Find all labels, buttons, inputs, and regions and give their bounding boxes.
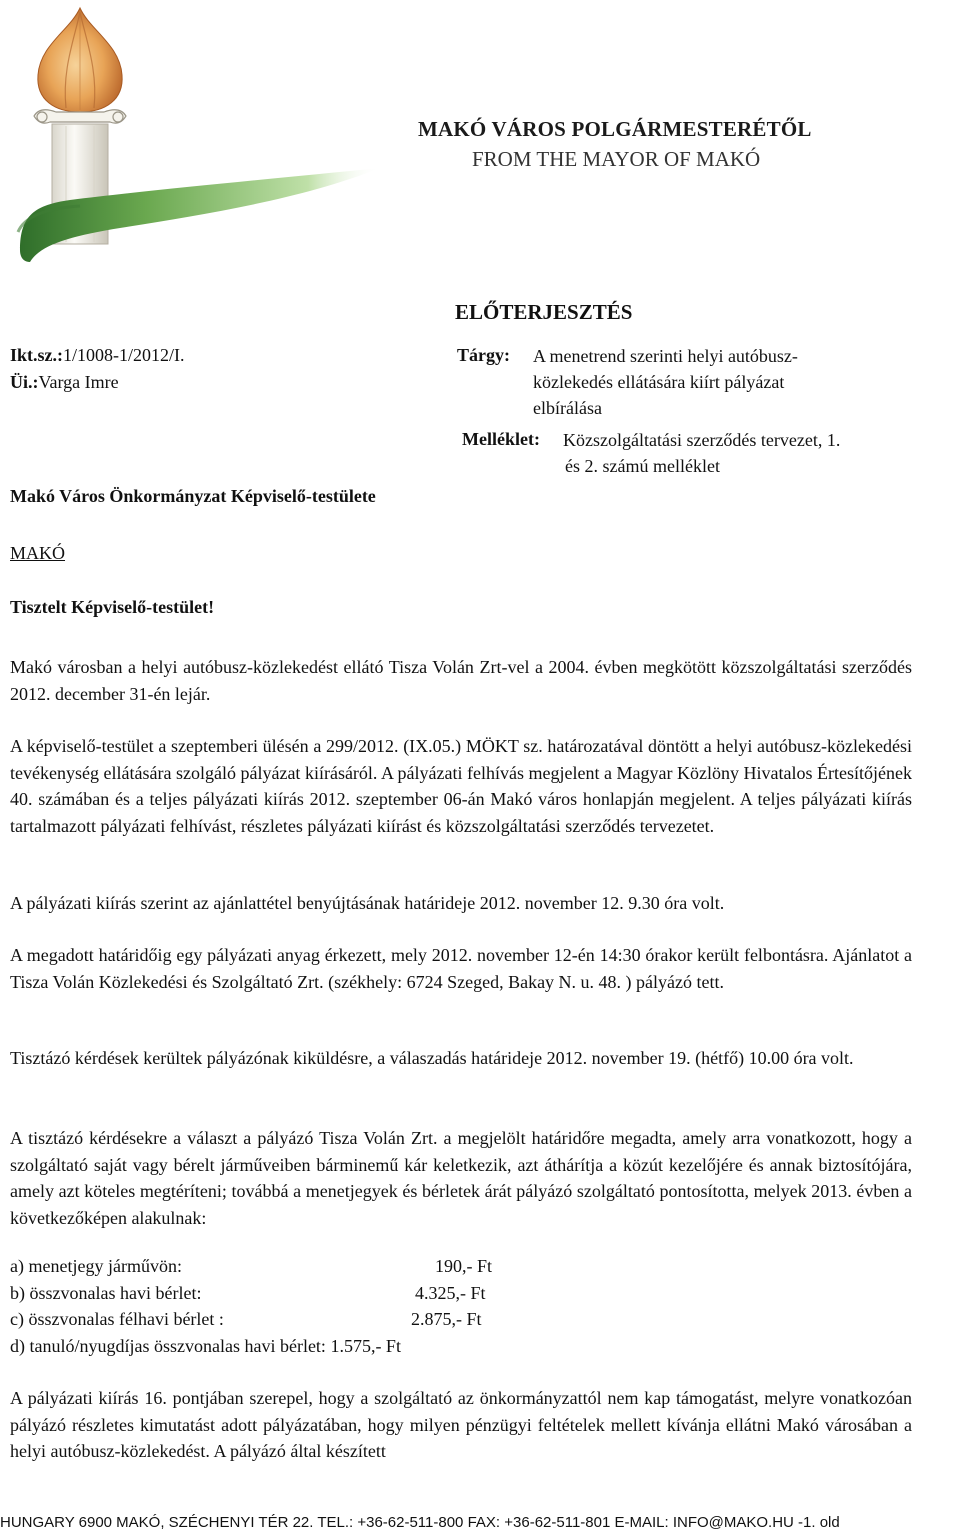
- header-title-hu: MAKÓ VÁROS POLGÁRMESTERÉTŐL: [418, 117, 812, 141]
- reference-number: [10, 345, 185, 366]
- price-value: 190,- Ft: [435, 1256, 493, 1276]
- subject-line: elbírálása: [533, 398, 602, 418]
- price-label: d) tanuló/nyugdíjas összvonalas havi bérlet:: [10, 1336, 326, 1356]
- price-row: [10, 1283, 201, 1304]
- attachment-line-2: és 2. számú melléklet: [565, 456, 720, 476]
- paragraph-tender-announcement: A képviselő-testület a szeptemberi ülésén a 299/2012. (IX.05.) MÖKT sz. határozatával döntött a helyi autóbusz-közlekedési tevékenység ellátására szolgáló pályázat kiírásáról. A pályázati felhívás megjelent a Magyar Közlöny Hivatalos Értesítőjének 40. számában és a teljes pályázati kiírás 2012. szeptember 06-án Makó város honlapján megjelent. A teljes pályázati kiírás tartalmazott pályázati felhívást, részletes pályázati kiírást és közszolgáltatási szerződés tervezetet.: [10, 736, 912, 836]
- subject-label: Tárgy:: [457, 345, 510, 365]
- price-row: [10, 1256, 182, 1277]
- paragraph-response: A tisztázó kérdésekre a választ a pályázó Tisza Volán Zrt. a megjelölt határidőre megadta, amely arra vonatkozott, hogy a szolgáltató saját vagy bérelt járműveiben bárminemű kár keletkezik, azt áthárítja a közút kezelőjére és annak biztosítójára, amely azt köteles megtéríteni; továbbá a menetjegyek és bérletek árát pályázó szolgáltató pontosította, melyek 2013. évben a következőképen alakulnak:: [10, 1128, 912, 1228]
- subject-text: [533, 343, 798, 421]
- header-title-en: FROM THE MAYOR OF MAKÓ: [472, 147, 761, 171]
- addressee-council: Makó Város Önkormányzat Képviselő-testülete: [10, 486, 376, 506]
- paragraph-bid-opening: A megadott határidőig egy pályázati anyag érkezett, mely 2012. november 12-én 14:30 órakor került felbontásra. Ajánlatot a Tisza Volán Közlekedési és Szolgáltató Zrt. (székhely: 6724 Szeged, Bakay N. u. 48. ) pályázó tett.: [10, 945, 912, 992]
- attachment-label: Melléklet:: [462, 429, 540, 449]
- subject-line: közlekedés ellátására kiírt pályázat: [533, 372, 785, 392]
- footer-contact: HUNGARY 6900 MAKÓ, SZÉCHENYI TÉR 22. TEL.: +36-62-511-800 FAX: +36-62-511-801 E-MAIL: INFO@MAKO.HU -1. old: [0, 1514, 840, 1531]
- price-row: [10, 1309, 224, 1330]
- paragraph-no-subsidy: A pályázati kiírás 16. pontjában szerepel, hogy a szolgáltató az önkormányzattól nem kap támogatást, melyre vonatkozóan pályázó részletes kimutatást adott pályázatában, hogy milyen pénzügyi feltételek mellett kívánja ellátni Makó városában a helyi autóbusz-közlekedést. A pályázó által készített: [10, 1388, 912, 1461]
- onion-column-logo-icon: [0, 0, 390, 270]
- addressee-city: MAKÓ: [10, 543, 66, 563]
- attachment-line-1: Közszolgáltatási szerződés tervezet, 1.: [563, 430, 841, 450]
- case-handler-value: Varga Imre: [38, 372, 119, 392]
- case-handler-label: Üi.:: [10, 372, 39, 392]
- paragraph-deadline: A pályázati kiírás szerint az ajánlattétel benyújtásának határideje 2012. november 12. 9.30 óra volt.: [10, 893, 725, 913]
- salutation: Tisztelt Képviselő-testület!: [10, 597, 215, 617]
- price-value: 4.325,- Ft: [415, 1283, 486, 1303]
- reference-label: Ikt.sz.:: [10, 345, 63, 365]
- subject-line: A menetrend szerinti helyi autóbusz-: [533, 346, 798, 366]
- document-type-title: ELŐTERJESZTÉS: [455, 300, 633, 324]
- paragraph-clarification: Tisztázó kérdések kerültek pályázónak kiküldésre, a válaszadás határideje 2012. november 19. (hétfő) 10.00 óra volt.: [10, 1048, 854, 1068]
- reference-value: 1/1008-1/2012/I.: [63, 345, 185, 365]
- price-value: 1.575,- Ft: [330, 1336, 401, 1356]
- case-handler: [10, 372, 119, 393]
- price-label: b) összvonalas havi bérlet:: [10, 1283, 202, 1303]
- price-label: a) menetjegy járművön:: [10, 1256, 182, 1276]
- paragraph-contract-expiry: Makó városban a helyi autóbusz-közlekedést ellátó Tisza Volán Zrt-vel a 2004. évben megkötött közszolgáltatási szerződés 2012. december 31-én lejár.: [10, 657, 912, 704]
- price-value: 2.875,- Ft: [411, 1309, 482, 1329]
- price-row: [10, 1336, 401, 1357]
- price-label: c) összvonalas félhavi bérlet :: [10, 1309, 224, 1329]
